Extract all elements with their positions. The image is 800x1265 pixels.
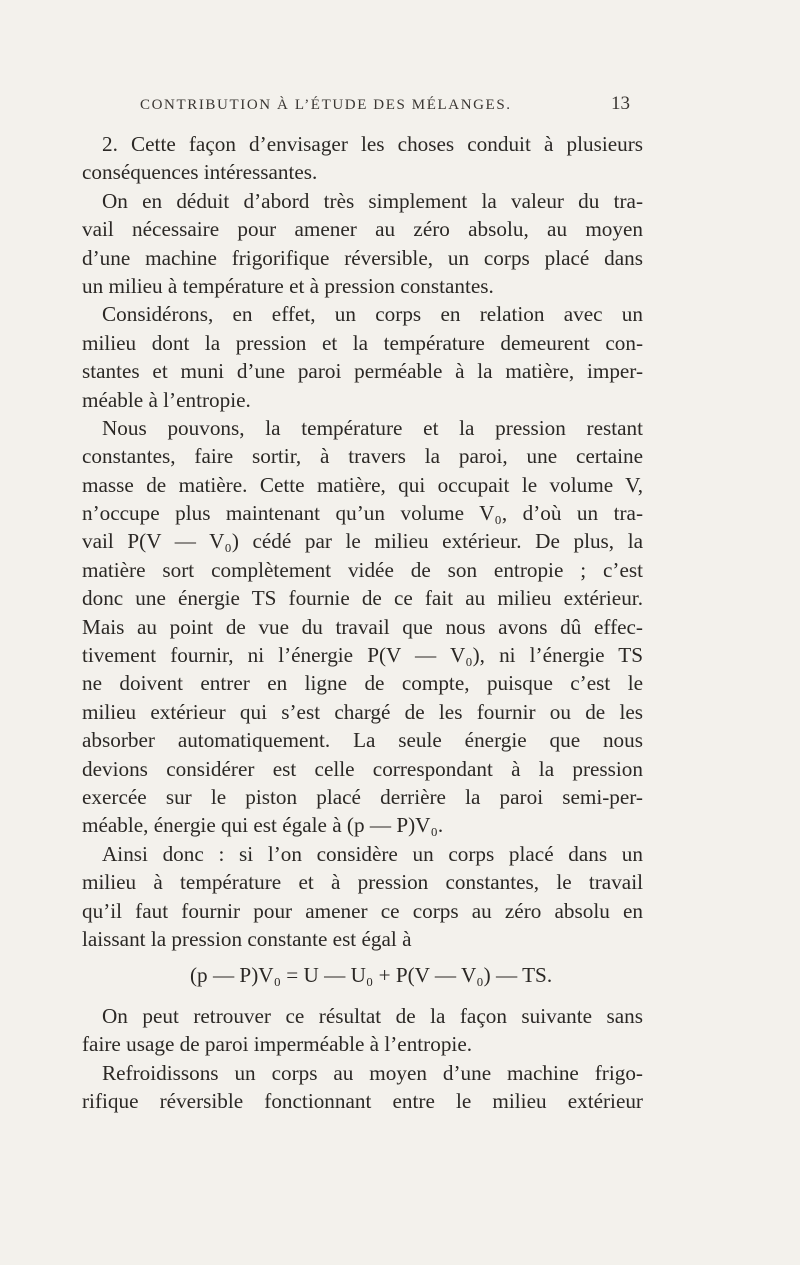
formula: (p — P)V₀ = U — U₀ + P(V — V₀) — TS. (190, 963, 553, 988)
text-line: d’une machine frigorifique réversible, un corps placé dans (82, 245, 643, 270)
text-line: un milieu à température et à pression constantes. (82, 273, 494, 298)
text-line: méable à l’entropie. (82, 387, 251, 412)
text-line: Considérons, en effet, un corps en relation avec un (102, 302, 643, 327)
text-line: exercée sur le piston placé derrière la paroi semi-per- (82, 784, 643, 809)
text-line: n’occupe plus maintenant qu’un volume V₀, d’où un tra- (82, 501, 643, 526)
text-line: rifique réversible fonctionnant entre le milieu extérieur (82, 1088, 643, 1113)
text-line: conséquences intéressantes. (82, 160, 318, 185)
text-line: On peut retrouver ce résultat de la façon suivante sans (102, 1003, 643, 1028)
text-line: 2. Cette façon d’envisager les choses conduit à plusieurs (102, 132, 643, 156)
text-line: milieu à température et à pression constantes, le travail (82, 870, 643, 895)
text-line: milieu dont la pression et la température demeurent con- (82, 330, 643, 355)
text-line: Nous pouvons, la température et la pression restant (102, 415, 643, 440)
text-line: donc une énergie TS fournie de ce fait au milieu extérieur. (82, 586, 643, 611)
text-line: masse de matière. Cette matière, qui occupait le volume V, (82, 472, 643, 497)
text-line: vail nécessaire pour amener au zéro absolu, au moyen (82, 217, 643, 242)
text-line: faire usage de paroi imperméable à l’entropie. (82, 1032, 473, 1057)
text-line: Ainsi donc : si l’on considère un corps placé dans un (102, 841, 643, 866)
text-line: Mais au point de vue du travail que nous avons dû effec- (82, 614, 643, 639)
running-head: CONTRIBUTION À L’ÉTUDE DES MÉLANGES. (140, 97, 512, 113)
text-line: ne doivent entrer en ligne de compte, puisque c’est le (82, 671, 643, 696)
text-line: On en déduit d’abord très simplement la valeur du tra- (102, 188, 643, 213)
text-line: milieu extérieur qui s’est chargé de les fournir ou de les (82, 699, 643, 724)
text-line: absorber automatiquement. La seule énergie que nous (82, 728, 643, 753)
text-line: devions considérer est celle correspondant à la pression (82, 756, 643, 781)
text-line: qu’il faut fournir pour amener ce corps au zéro absolu en (82, 898, 643, 923)
text-line: matière sort complètement vidée de son entropie ; c’est (82, 557, 643, 582)
text-line: tivement fournir, ni l’énergie P(V — V₀), ni l’énergie TS (82, 643, 643, 668)
body-text (82, 130, 643, 1115)
text-line: laissant la pression constante est égal à (82, 926, 412, 951)
text-line: constantes, faire sortir, à travers la paroi, une certaine (82, 444, 643, 469)
text-line: stantes et muni d’une paroi perméable à la matière, imper- (82, 359, 643, 384)
text-line: Refroidissons un corps au moyen d’une machine frigo- (102, 1060, 643, 1085)
text-line: méable, énergie qui est égale à (p — P)V₀. (82, 813, 444, 838)
page-number: 13 (611, 93, 630, 114)
text-line: vail P(V — V₀) cédé par le milieu extérieur. De plus, la (82, 529, 643, 554)
